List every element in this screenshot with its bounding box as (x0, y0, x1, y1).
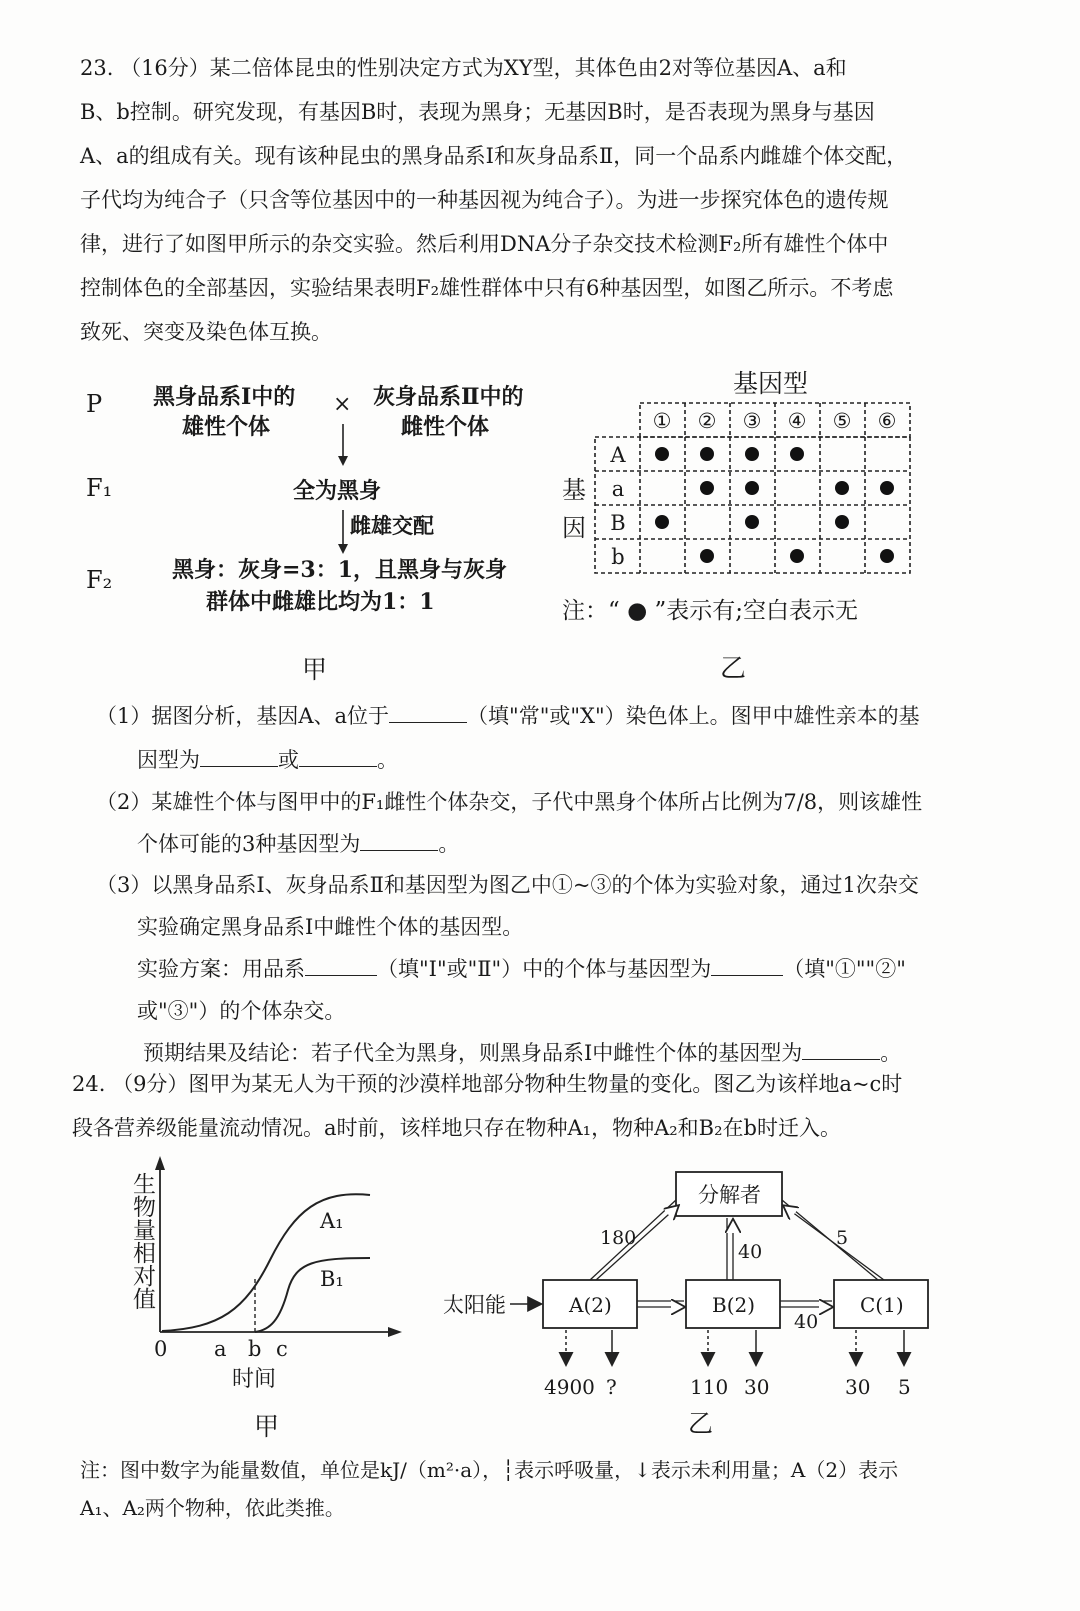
gen-p-label: P (86, 390, 103, 418)
gene-present-dot (745, 515, 759, 529)
answer-blank[interactable] (299, 748, 377, 767)
answer-blank[interactable] (389, 704, 467, 723)
parent1-line1: 黑身品系Ⅰ中的 (153, 384, 296, 410)
sub3-line2: 实验确定黑身品系Ⅰ中雌性个体的基因型。 (137, 915, 524, 939)
answer-blank[interactable] (360, 832, 438, 851)
q24-line-2: 段各营养级能量流动情况。a时前，该样地只存在物种A₁，物种A₂和B₂在b时迁入。 (72, 1116, 841, 1140)
gene-present-dot (700, 549, 714, 563)
c-respiration-value: 30 (845, 1375, 871, 1399)
gene-row-a: a (611, 477, 625, 501)
parent2-line2: 雌性个体 (401, 414, 490, 440)
q23-line-7: 致死、突变及染色体互换。 (80, 320, 332, 344)
sub3-line1: （3）以黑身品系Ⅰ、灰身品系Ⅱ和基因型为图乙中①~③的个体为实验对象，通过1次杂交 (96, 873, 919, 897)
b-unused-value: 30 (744, 1375, 770, 1399)
tick-c: c (276, 1337, 288, 1361)
genotype-col-1: ① (652, 409, 672, 433)
a-unused-value: ? (606, 1375, 617, 1399)
sub1-text-b: （填"常"或"X"）染色体上。图甲中雄性亲本的基 (467, 704, 920, 728)
f1-result: 全为黑身 (293, 478, 382, 504)
b-respiration-value: 110 (690, 1375, 729, 1399)
tick-0: 0 (154, 1337, 168, 1361)
c-to-decomposer-arrow (784, 1206, 884, 1280)
genotype-col-4: ④ (787, 409, 807, 433)
biomass-chart (120, 1150, 420, 1450)
a-respiration-value: 4900 (544, 1375, 595, 1399)
tick-a: a (214, 1337, 227, 1361)
f2-result-line2: 群体中雌雄比均为1：1 (206, 589, 435, 615)
gene-present-dot (880, 481, 894, 495)
gene-row-A: A (610, 443, 626, 467)
gene-row-B: B (610, 511, 626, 535)
fig-yi-caption: 乙 (720, 654, 747, 684)
c-to-decomposer-value: 5 (836, 1227, 849, 1249)
sub1-text-c: 因型为 (137, 748, 200, 772)
genotype-note: 注：“ ● ”表示有;空白表示无 (562, 598, 858, 624)
gen-f2-label: F₂ (86, 566, 113, 594)
sub3-text-e: 。 (880, 1041, 902, 1065)
sub2-line1: （2）某雄性个体与图甲中的F₁雌性个体杂交，子代中黑身个体所占比例为7/8，则该雄性 (96, 790, 923, 814)
q23-line-6: 控制体色的全部基因，实验结果表明F₂雄性群体中只有6种基因型，如图乙所示。不考虑 (80, 276, 894, 300)
gene-label-1: 基 (562, 476, 586, 504)
gene-present-dot (790, 549, 804, 563)
sub1-text-d: 或 (278, 748, 299, 772)
gene-present-dot (835, 481, 849, 495)
c-unused-value: 5 (898, 1375, 911, 1399)
curve-b1-label: B₁ (320, 1267, 344, 1291)
sub2-line2 (137, 822, 459, 866)
sub2-text-a: 个体可能的3种基因型为 (137, 832, 361, 856)
curve-b1 (255, 1258, 370, 1332)
genotype-grid (590, 400, 920, 580)
parent1-line2: 雄性个体 (182, 414, 271, 440)
box-c-label: C(1) (860, 1293, 904, 1317)
gen-f1-label: F₁ (86, 474, 113, 502)
sub1-text-a: （1）据图分析，基因A、a位于 (96, 704, 390, 728)
gene-present-dot (745, 447, 759, 461)
gene-label-2: 因 (562, 514, 586, 542)
gene-present-dot (700, 481, 714, 495)
sub2-text-b: 。 (438, 832, 460, 856)
sub3-text-d: 预期结果及结论：若子代全为黑身，则黑身品系Ⅰ中雌性个体的基因型为 (143, 1041, 803, 1065)
x-axis-label: 时间 (232, 1367, 277, 1392)
sub3-text-c: （填"①""②" (783, 957, 906, 981)
sub1-line2 (137, 738, 398, 782)
q23-line-3: A、a的组成有关。现有该种昆虫的黑身品系Ⅰ和灰身品系Ⅱ，同一个品系内雌雄个体交配， (80, 144, 908, 168)
q23-line-4: 子代均为纯合子（只含等位基因中的一种基因视为纯合子）。为进一步探究体色的遗传规 (80, 188, 889, 212)
q23-line-5: 律，进行了如图甲所示的杂交实验。然后利用DNA分子杂交技术检测F₂所有雄性个体中 (80, 232, 889, 256)
gene-row-b: b (611, 545, 625, 569)
gene-present-dot (835, 515, 849, 529)
curve-a1-label: A₁ (320, 1209, 344, 1233)
q24-note-line2: A₁、A₂两个物种，依此类推。 (80, 1496, 345, 1520)
b-to-decomposer-value: 40 (738, 1241, 763, 1263)
box-b-label: B(2) (712, 1293, 756, 1317)
q23-line-1: 23. （16分）某二倍体昆虫的性别决定方式为XY型，其体色由2对等位基因A、a和 (80, 56, 847, 80)
genotype-col-5: ⑤ (832, 409, 852, 433)
decomposer-label: 分解者 (698, 1183, 761, 1207)
f2-result-line1: 黑身：灰身=3：1，且黑身与灰身 (172, 557, 508, 583)
gene-present-dot (655, 447, 669, 461)
q24-note-line1: 注：图中数字为能量数值，单位是kJ/（m²·a），┆表示呼吸量，↓表示未利用量；A（2）表示 (80, 1458, 899, 1482)
a-to-decomposer-value: 180 (600, 1227, 637, 1249)
answer-blank[interactable] (711, 957, 783, 976)
gene-present-dot (700, 447, 714, 461)
answer-blank[interactable] (305, 957, 377, 976)
genotype-col-2: ② (697, 409, 717, 433)
gene-present-dot (655, 515, 669, 529)
genotype-col-6: ⑥ (877, 409, 897, 433)
fig-jia-caption: 甲 (302, 655, 328, 684)
sub3-text-a: 实验方案：用品系 (137, 957, 305, 981)
box-a-label: A(2) (569, 1293, 612, 1317)
mating-label: 雌雄交配 (350, 513, 434, 538)
parent2-line1: 灰身品系Ⅱ中的 (373, 384, 524, 410)
q24-fig-yi-caption: 乙 (688, 1409, 714, 1438)
sub1-line1 (96, 694, 920, 738)
b-to-c-value: 40 (794, 1311, 819, 1333)
gene-present-dot (745, 481, 759, 495)
q23-line-2: B、b控制。研究发现，有基因B时，表现为黑身；无基因B时，是否表现为黑身与基因 (80, 100, 875, 124)
genotype-title: 基因型 (733, 369, 809, 398)
sub3-line3 (137, 947, 906, 991)
y-axis-label: 生物量相对值 (129, 1172, 155, 1310)
q24-line-1: 24. （9分）图甲为某无人为干预的沙漠样地部分物种生物量的变化。图乙为该样地a~c时 (72, 1072, 903, 1096)
sub3-text-b: （填"Ⅰ"或"Ⅱ"）中的个体与基因型为 (377, 957, 712, 981)
cross-sign: × (333, 392, 352, 417)
answer-blank[interactable] (200, 748, 278, 767)
gene-present-dot (790, 447, 804, 461)
genotype-col-3: ③ (742, 409, 762, 433)
energy-flow-diagram (440, 1160, 1040, 1440)
sub3-line4: 或"③"）的个体杂交。 (137, 999, 346, 1023)
gene-present-dot (880, 549, 894, 563)
answer-blank[interactable] (802, 1041, 880, 1060)
q24-fig-jia-caption: 甲 (254, 1412, 280, 1441)
tick-b: b (248, 1337, 262, 1361)
sub1-text-e: 。 (377, 748, 398, 772)
sun-label: 太阳能 (443, 1293, 506, 1317)
